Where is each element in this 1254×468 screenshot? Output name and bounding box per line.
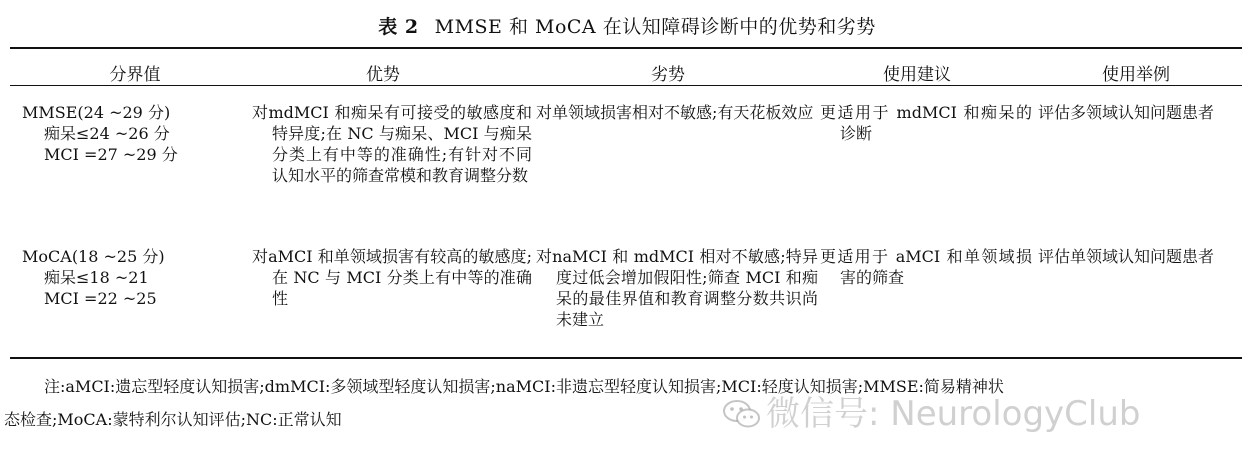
note-line-2: 态检查;MoCA:蒙特利尔认知评估;NC:正常认知 <box>4 410 342 429</box>
table-title: MMSE 和 MoCA 在认知障碍诊断中的优势和劣势 <box>434 16 876 38</box>
header-recommendation: 使用建议 <box>883 65 951 85</box>
table-label: 表 2 <box>378 16 419 38</box>
bottom-rule <box>10 357 1242 359</box>
row-mmse-example: 评估多领域认知问题患者 <box>1038 103 1215 122</box>
cutoff-dementia: 痴呆≤24 ~26 分 <box>44 124 170 143</box>
header-example: 使用举例 <box>1102 65 1170 85</box>
row-mmse-advantage: 对mdMCI 和痴呆有可接受的敏感度和特异度;在 NC 与痴呆、MCI 与痴呆分类上有中等的准确性;有针对不同认知水平的筛查常模和教育调整分数 <box>252 103 532 185</box>
row-mmse-cutoff <box>22 102 222 165</box>
top-rule <box>10 47 1242 49</box>
row-moca-recommendation: 更适用于 aMCI 和单领域损害的筛查 <box>820 247 1032 287</box>
cutoff-mci: MCI =27 ~29 分 <box>44 145 178 164</box>
row-moca-example: 评估单领域认知问题患者 <box>1038 247 1215 266</box>
header-advantage: 优势 <box>366 65 400 85</box>
cutoff-dementia: 痴呆≤18 ~21 <box>44 268 149 287</box>
cutoff-mci: MCI =22 ~25 <box>44 289 157 308</box>
watermark <box>722 386 1140 435</box>
header-disadvantage: 劣势 <box>651 65 685 85</box>
cutoff-range: MoCA(18 ~25 分) <box>22 247 165 266</box>
wechat-icon <box>722 398 762 428</box>
note-line-1: 注:aMCI:遗忘型轻度认知损害;dmMCI:多领域型轻度认知损害;naMCI:非遗忘型轻度认知损害;MCI:轻度认知损害;MMSE:简易精神状 <box>44 377 1004 396</box>
row-mmse-recommendation: 更适用于 mdMCI 和痴呆的诊断 <box>820 103 1032 143</box>
row-moca-disadvantage: 对naMCI 和 mdMCI 相对不敏感;特异度过低会增加假阳性;筛查 MCI 和痴呆的最佳界值和教育调整分数共识尚未建立 <box>536 247 818 329</box>
table-caption <box>0 12 1254 39</box>
header-rule <box>10 85 1242 86</box>
row-moca-advantage: 对aMCI 和单领域损害有较高的敏感度;在 NC 与 MCI 分类上有中等的准确性 <box>252 247 532 308</box>
row-mmse-disadvantage: 对单领域损害相对不敏感;有天花板效应 <box>536 103 814 122</box>
watermark-text: 微信号: NeurologyClub <box>766 394 1141 434</box>
header-cutoff: 分界值 <box>109 65 161 85</box>
cutoff-range: MMSE(24 ~29 分) <box>22 103 171 122</box>
row-moca-cutoff <box>22 246 222 309</box>
